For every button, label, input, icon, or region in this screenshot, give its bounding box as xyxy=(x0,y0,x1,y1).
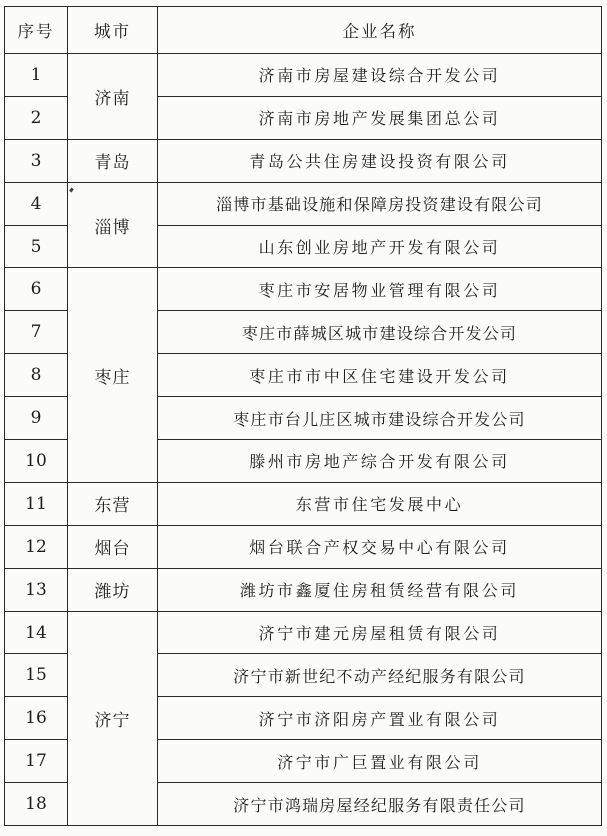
seq-cell: 1 xyxy=(5,54,68,97)
company-name-cell: 济宁市新世纪不动产经纪服务有限公司 xyxy=(158,654,602,697)
table-row xyxy=(5,482,602,525)
city-cell: 潍坊 xyxy=(68,568,158,611)
company-name-cell: 济宁市济阳房产置业有限公司 xyxy=(158,697,602,740)
city-cell: 济宁 xyxy=(68,611,158,825)
company-name-cell: 济南市房地产发展集团总公司 xyxy=(158,96,602,139)
seq-cell: 4 xyxy=(5,182,68,225)
city-cell: 东营 xyxy=(68,482,158,525)
city-cell: 枣庄 xyxy=(68,268,158,482)
company-name-cell: 枣庄市薛城区城市建设综合开发公司 xyxy=(158,311,602,354)
table-row xyxy=(5,611,602,654)
seq-cell: 12 xyxy=(5,525,68,568)
company-name-cell: 枣庄市安居物业管理有限公司 xyxy=(158,268,602,311)
table-row xyxy=(5,525,602,568)
seq-cell: 14 xyxy=(5,611,68,654)
table-row xyxy=(5,54,602,97)
company-name-cell: 枣庄市市中区住宅建设开发公司 xyxy=(158,354,602,397)
seq-cell: 11 xyxy=(5,482,68,525)
table-row xyxy=(5,139,602,182)
table-row xyxy=(5,182,602,225)
header-city: 城市 xyxy=(68,7,158,54)
header-row xyxy=(5,7,602,54)
city-cell: 淄博 xyxy=(68,182,158,268)
company-name-cell: 烟台联合产权交易中心有限公司 xyxy=(158,525,602,568)
table-row xyxy=(5,568,602,611)
company-name-cell: 济宁市鸿瑞房屋经纪服务有限责任公司 xyxy=(158,783,602,826)
seq-cell: 16 xyxy=(5,697,68,740)
seq-cell: 5 xyxy=(5,225,68,268)
seq-cell: 17 xyxy=(5,740,68,783)
company-name-cell: 滕州市房地产综合开发有限公司 xyxy=(158,440,602,483)
seq-cell: 7 xyxy=(5,311,68,354)
header-seq: 序号 xyxy=(5,7,68,54)
seq-cell: 8 xyxy=(5,354,68,397)
company-name-cell: 济宁市广巨置业有限公司 xyxy=(158,740,602,783)
city-cell: 济南 xyxy=(68,54,158,140)
seq-cell: 10 xyxy=(5,440,68,483)
seq-cell: 13 xyxy=(5,568,68,611)
seq-cell: 9 xyxy=(5,397,68,440)
company-name-cell: 东营市住宅发展中心 xyxy=(158,482,602,525)
company-name-cell: 潍坊市鑫厦住房租赁经营有限公司 xyxy=(158,568,602,611)
header-company-name: 企业名称 xyxy=(158,7,602,54)
seq-cell: 2 xyxy=(5,96,68,139)
company-name-cell: 青岛公共住房建设投资有限公司 xyxy=(158,139,602,182)
company-name-cell: 枣庄市台儿庄区城市建设综合开发公司 xyxy=(158,397,602,440)
company-name-cell: 济南市房屋建设综合开发公司 xyxy=(158,54,602,97)
city-cell: 烟台 xyxy=(68,525,158,568)
company-name-cell: 淄博市基础设施和保障房投资建设有限公司 xyxy=(158,182,602,225)
seq-cell: 3 xyxy=(5,139,68,182)
seq-cell: 18 xyxy=(5,783,68,826)
seq-cell: 6 xyxy=(5,268,68,311)
company-name-cell: 济宁市建元房屋租赁有限公司 xyxy=(158,611,602,654)
seq-cell: 15 xyxy=(5,654,68,697)
enterprise-table xyxy=(4,6,602,826)
company-name-cell: 山东创业房地产开发有限公司 xyxy=(158,225,602,268)
city-cell: 青岛 xyxy=(68,139,158,182)
table-row xyxy=(5,268,602,311)
